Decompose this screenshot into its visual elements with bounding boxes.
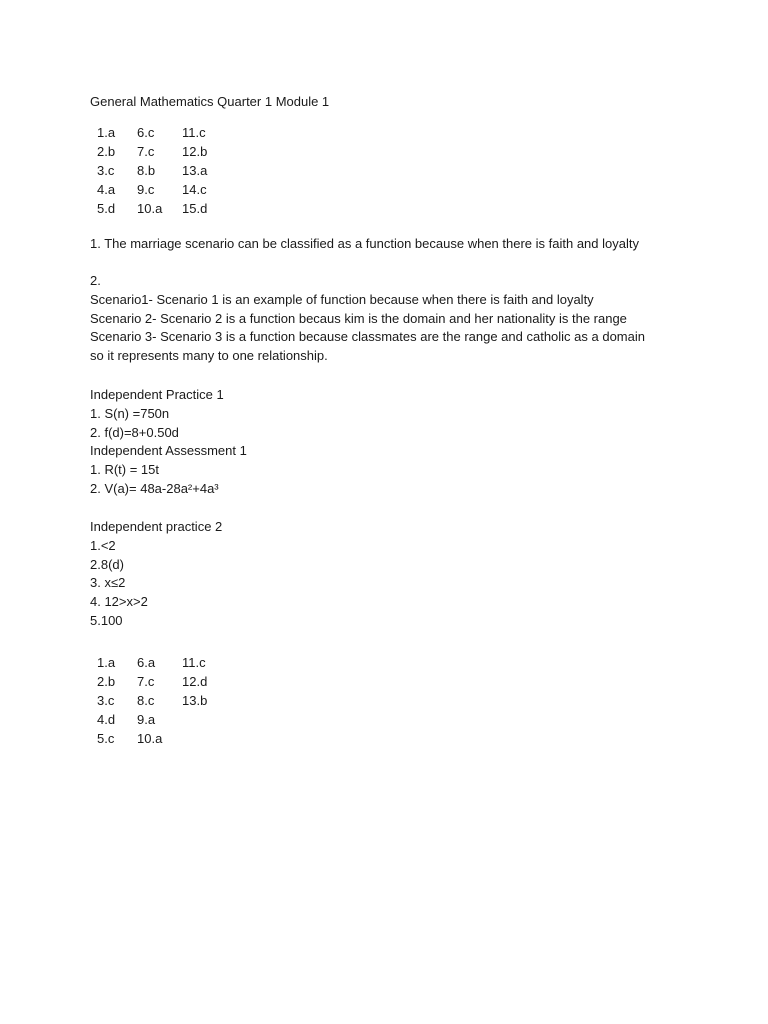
section-heading: Independent Assessment 1 bbox=[90, 443, 247, 459]
list-item: 5.100 bbox=[90, 612, 123, 628]
table-row bbox=[97, 672, 222, 691]
paragraph-line: Scenario 2- Scenario 2 is a function becaus kim is the domain and her nationality is the range bbox=[90, 310, 627, 326]
answer-cell: 13.b bbox=[182, 693, 208, 708]
question-1-answer bbox=[90, 235, 639, 254]
independent-practice-1-section bbox=[90, 386, 247, 499]
answer-cell bbox=[182, 710, 222, 729]
list-item: 4. 12>x>2 bbox=[90, 594, 148, 610]
answer-cell: 13.a bbox=[182, 163, 208, 178]
list-item: 1. R(t) = 15t bbox=[90, 462, 159, 478]
answer-cell: 11.c bbox=[182, 125, 206, 140]
answer-cell: 10.a bbox=[137, 731, 163, 746]
table-row bbox=[97, 142, 222, 161]
paragraph-line: 1. The marriage scenario can be classified as a function because when there is faith and loyalty bbox=[90, 236, 639, 251]
table-row bbox=[97, 729, 222, 748]
paragraph-line: Scenario1- Scenario 1 is an example of function because when there is faith and loyalty bbox=[90, 291, 594, 307]
answer-cell: 8.b bbox=[137, 163, 156, 178]
answer-cell: 3.c bbox=[97, 163, 115, 178]
table-row bbox=[97, 161, 222, 180]
answer-cell: 11.c bbox=[182, 655, 206, 670]
answer-cell: 4.a bbox=[97, 182, 116, 197]
table-row bbox=[97, 180, 222, 199]
answer-cell: 6.a bbox=[137, 655, 156, 670]
answer-cell: 15.d bbox=[182, 201, 208, 216]
table-row bbox=[97, 123, 222, 142]
answer-cell: 10.a bbox=[137, 201, 163, 216]
answer-cell: 12.d bbox=[182, 674, 208, 689]
list-item: 1. S(n) =750n bbox=[90, 405, 170, 421]
answer-cell: 5.d bbox=[97, 201, 116, 216]
section-heading: Independent Practice 1 bbox=[90, 387, 224, 402]
answer-cell: 9.a bbox=[137, 712, 156, 727]
paragraph-line: so it represents many to one relationship. bbox=[90, 348, 328, 364]
list-item: 3. x≤2 bbox=[90, 575, 126, 591]
answer-key-table-1 bbox=[97, 123, 222, 218]
document-title: General Mathematics Quarter 1 Module 1 bbox=[90, 94, 330, 109]
answer-cell bbox=[182, 729, 222, 748]
answer-key-table-2 bbox=[97, 653, 222, 748]
answer-cell: 3.c bbox=[97, 693, 115, 708]
list-item: 2.8(d) bbox=[90, 556, 124, 572]
table-row bbox=[97, 199, 222, 218]
list-item: 1.<2 bbox=[90, 537, 116, 553]
answer-cell: 2.b bbox=[97, 674, 116, 689]
answer-cell: 9.c bbox=[137, 182, 155, 197]
answer-cell: 7.c bbox=[137, 674, 155, 689]
answer-cell: 4.d bbox=[97, 712, 116, 727]
answer-cell: 1.a bbox=[97, 655, 116, 670]
list-item: 2. f(d)=8+0.50d bbox=[90, 424, 179, 440]
table-row bbox=[97, 653, 222, 672]
answer-cell: 8.c bbox=[137, 693, 155, 708]
independent-practice-2-section bbox=[90, 518, 222, 631]
table-row bbox=[97, 710, 222, 729]
answer-cell: 2.b bbox=[97, 144, 116, 159]
answer-cell: 14.c bbox=[182, 182, 207, 197]
list-item: 2. V(a)= 48a-28a²+4a³ bbox=[90, 480, 219, 496]
answer-cell: 5.c bbox=[97, 731, 115, 746]
answer-cell: 6.c bbox=[137, 125, 155, 140]
section-heading: Independent practice 2 bbox=[90, 519, 223, 534]
table-row bbox=[97, 691, 222, 710]
paragraph-line: Scenario 3- Scenario 3 is a function because classmates are the range and catholic as a domain bbox=[90, 329, 645, 345]
question-2-answer bbox=[90, 272, 645, 366]
answer-cell: 7.c bbox=[137, 144, 155, 159]
answer-cell: 12.b bbox=[182, 144, 208, 159]
answer-cell: 1.a bbox=[97, 125, 116, 140]
question-number: 2. bbox=[90, 273, 101, 288]
